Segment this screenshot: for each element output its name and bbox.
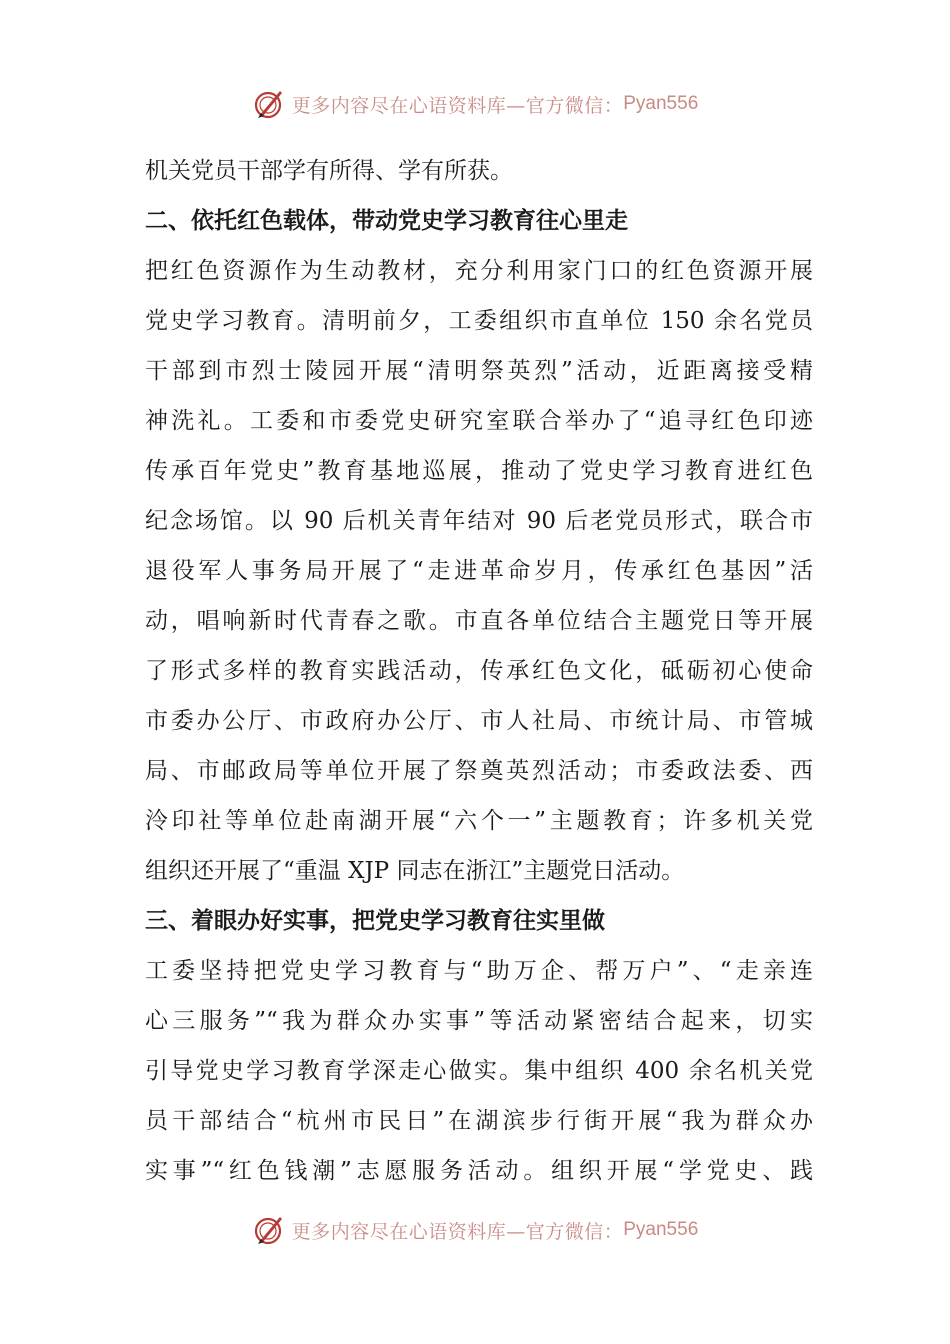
text-line: 退役军人事务局开展了“走进革命岁月，传承红色基因”活 xyxy=(145,558,813,584)
watermark-text: 更多内容尽在心语资料库—官方微信： xyxy=(291,1220,624,1243)
watermark-wechat-id: Pyan556 xyxy=(623,1219,699,1240)
quill-logo-icon xyxy=(252,87,286,121)
text-line: 员干部结合“杭州市民日”在湖滨步行街开展“我为群众办 xyxy=(145,1108,813,1134)
text-line: 工委坚持把党史学习教育与“助万企、帮万户”、“走亲连 xyxy=(145,958,813,984)
text-line: 干部到市烈士陵园开展“清明祭英烈”活动，近距离接受精 xyxy=(145,358,813,384)
text-line: 把红色资源作为生动教材，充分利用家门口的红色资源开展 xyxy=(145,258,813,284)
watermark-wechat-id: Pyan556 xyxy=(623,93,699,114)
quill-logo-icon xyxy=(252,1213,286,1247)
text-line: 组织还开展了“重温 XJP 同志在浙江”主题党日活动。 xyxy=(145,858,685,884)
text-line: 泠印社等单位赴南湖开展“六个一”主题教育；许多机关党 xyxy=(145,808,813,834)
text-line: 实事”“红色钱潮”志愿服务活动。组织开展“学党史、践 xyxy=(145,1158,813,1184)
section-heading: 二、依托红色载体，带动党史学习教育往心里走 xyxy=(145,207,628,234)
text-line: 纪念场馆。以 90 后机关青年结对 90 后老党员形式，联合市 xyxy=(145,508,813,534)
watermark-text: 更多内容尽在心语资料库—官方微信： xyxy=(291,94,624,117)
text-line: 动，唱响新时代青春之歌。市直各单位结合主题党日等开展 xyxy=(145,608,813,634)
text-line: 传承百年党史”教育基地巡展，推动了党史学习教育进红色 xyxy=(145,458,813,484)
text-line: 引导党史学习教育学深走心做实。集中组织 400 余名机关党 xyxy=(145,1058,813,1084)
text-line: 神洗礼。工委和市委党史研究室联合举办了“追寻红色印迹 xyxy=(145,408,813,434)
text-line: 局、市邮政局等单位开展了祭奠英烈活动；市委政法委、西 xyxy=(145,758,813,784)
text-line: 市委办公厅、市政府办公厅、市人社局、市统计局、市管城 xyxy=(145,708,813,734)
document-body xyxy=(145,146,813,1196)
text-line: 心三服务”“我为群众办实事”等活动紧密结合起来，切实 xyxy=(145,1008,813,1034)
text-line: 党史学习教育。清明前夕，工委组织市直单位 150 余名党员 xyxy=(145,308,813,334)
watermark-banner-top xyxy=(0,84,950,124)
text-line: 了形式多样的教育实践活动，传承红色文化，砥砺初心使命 xyxy=(145,658,813,684)
section-heading: 三、着眼办好实事，把党史学习教育往实里做 xyxy=(145,907,605,934)
watermark-banner-bottom xyxy=(0,1210,950,1250)
text-line: 机关党员干部学有所得、学有所获。 xyxy=(145,158,513,184)
